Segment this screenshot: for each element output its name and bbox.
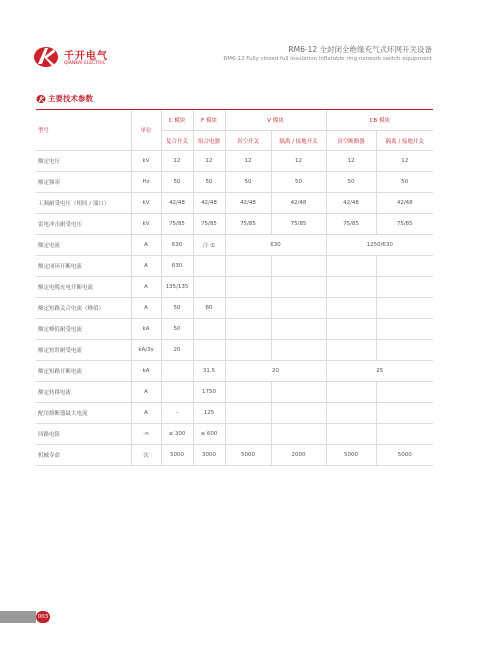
cell-f: ≤ 600 bbox=[193, 424, 225, 445]
cell-v2 bbox=[271, 340, 326, 361]
cell-f: 12 bbox=[193, 151, 225, 172]
cell-v1: 630 bbox=[225, 235, 326, 256]
subheader-cb1: 真空断路器 bbox=[326, 131, 376, 151]
cell-f: 注 ① bbox=[193, 235, 225, 256]
cell-cb1 bbox=[326, 256, 376, 277]
cell-v1 bbox=[225, 256, 271, 277]
brand-logo bbox=[32, 44, 122, 72]
cell-v2: 42/48 bbox=[271, 193, 326, 214]
cell-f: 1750 bbox=[193, 382, 225, 403]
cell-f bbox=[193, 256, 225, 277]
table-row bbox=[36, 151, 433, 172]
cell-c: - bbox=[161, 403, 193, 424]
cell-c bbox=[161, 382, 193, 403]
subheader-c: 复合开关 bbox=[161, 131, 193, 151]
cell-v1 bbox=[225, 298, 271, 319]
section-bullet-icon bbox=[36, 94, 46, 104]
cell-c: 50 bbox=[161, 298, 193, 319]
table-row bbox=[36, 382, 433, 403]
cell-unit: kV bbox=[131, 214, 161, 235]
cell-cb1 bbox=[326, 298, 376, 319]
cell-label: 额定闭环开断电流 bbox=[36, 256, 131, 277]
table-row bbox=[36, 214, 433, 235]
tech-params-table bbox=[36, 110, 433, 466]
brand-name-en: QIANKAI ELECTRIC bbox=[64, 61, 106, 66]
cell-cb1 bbox=[326, 277, 376, 298]
cell-cb2: 42/48 bbox=[376, 193, 433, 214]
cell-v1 bbox=[225, 340, 271, 361]
cell-v2: 12 bbox=[271, 151, 326, 172]
cell-cb1: 42/48 bbox=[326, 193, 376, 214]
cell-cb2 bbox=[376, 256, 433, 277]
cell-f bbox=[193, 319, 225, 340]
cell-unit: kA/3s bbox=[131, 340, 161, 361]
cell-unit: kA bbox=[131, 319, 161, 340]
subheader-v2: 隔离 / 接地开关 bbox=[271, 131, 326, 151]
cell-label: 额定短时耐受电流 bbox=[36, 340, 131, 361]
table-row bbox=[36, 403, 433, 424]
cell-v1: 50 bbox=[225, 172, 271, 193]
page-header-title-cn: RM6-12 全封闭全绝缘充气式环网开关设备 bbox=[288, 45, 432, 54]
cell-c: 135/135 bbox=[161, 277, 193, 298]
cell-f bbox=[193, 340, 225, 361]
table-row bbox=[36, 340, 433, 361]
cell-cb1 bbox=[326, 382, 376, 403]
cell-v1 bbox=[225, 403, 271, 424]
cell-cb1 bbox=[326, 319, 376, 340]
header-model: 型号 bbox=[36, 110, 131, 151]
cell-c: 50 bbox=[161, 172, 193, 193]
cell-label: 雷电冲击耐受电压 bbox=[36, 214, 131, 235]
table-row bbox=[36, 235, 433, 256]
cell-label: 额定短路关合电流（峰值） bbox=[36, 298, 131, 319]
cell-v2: 50 bbox=[271, 172, 326, 193]
subheader-v1: 真空开关 bbox=[225, 131, 271, 151]
cell-c bbox=[161, 361, 193, 382]
cell-cb1 bbox=[326, 403, 376, 424]
cell-c: ≤ 300 bbox=[161, 424, 193, 445]
cell-cb2 bbox=[376, 319, 433, 340]
cell-cb2 bbox=[376, 382, 433, 403]
cell-unit: kA bbox=[131, 361, 161, 382]
cell-cb1: 75/85 bbox=[326, 214, 376, 235]
cell-f bbox=[193, 277, 225, 298]
cell-v1 bbox=[225, 424, 271, 445]
cell-unit: kV bbox=[131, 193, 161, 214]
cell-v2 bbox=[271, 403, 326, 424]
cell-f: 31.5 bbox=[193, 361, 225, 382]
brand-logo-mark bbox=[32, 44, 60, 70]
cell-label: 额定峰值耐受电流 bbox=[36, 319, 131, 340]
cell-unit: A bbox=[131, 277, 161, 298]
cell-v2 bbox=[271, 424, 326, 445]
cell-cb1: 12 bbox=[326, 151, 376, 172]
section-title: 主要技术参数 bbox=[48, 94, 93, 103]
cell-c: 50 bbox=[161, 319, 193, 340]
cell-v1: 42/48 bbox=[225, 193, 271, 214]
brand-name-cn: 千开电气 bbox=[64, 51, 108, 62]
cell-c: 12 bbox=[161, 151, 193, 172]
cell-label: 额定转移电流 bbox=[36, 382, 131, 403]
table-row bbox=[36, 424, 433, 445]
cell-c: 42/48 bbox=[161, 193, 193, 214]
cell-unit: kV bbox=[131, 151, 161, 172]
cell-f: 42/48 bbox=[193, 193, 225, 214]
cell-c: 5000 bbox=[161, 445, 193, 466]
cell-cb2 bbox=[376, 424, 433, 445]
table-row bbox=[36, 193, 433, 214]
cell-f: 80 bbox=[193, 298, 225, 319]
cell-c: 20 bbox=[161, 340, 193, 361]
cell-v2 bbox=[271, 298, 326, 319]
cell-cb1 bbox=[326, 424, 376, 445]
cell-cb1: 5000 bbox=[326, 445, 376, 466]
subheader-cb2: 隔离 / 接地开关 bbox=[376, 131, 433, 151]
cell-unit: -n bbox=[131, 424, 161, 445]
cell-v2 bbox=[271, 277, 326, 298]
table-row bbox=[36, 361, 433, 382]
cell-v2 bbox=[271, 319, 326, 340]
header-unit: 单位 bbox=[131, 110, 161, 151]
cell-f: 125 bbox=[193, 403, 225, 424]
cell-label: 额定电流 bbox=[36, 235, 131, 256]
cell-v1 bbox=[225, 382, 271, 403]
cell-label: 额定频率 bbox=[36, 172, 131, 193]
table-row bbox=[36, 277, 433, 298]
cell-cb2: 50 bbox=[376, 172, 433, 193]
table-row bbox=[36, 445, 433, 466]
cell-v2 bbox=[271, 382, 326, 403]
cell-v1 bbox=[225, 277, 271, 298]
cell-cb1: 1250/630 bbox=[326, 235, 433, 256]
cell-label: 工频耐受电压（相间 / 端口） bbox=[36, 193, 131, 214]
table-row bbox=[36, 319, 433, 340]
table-row bbox=[36, 298, 433, 319]
cell-cb2 bbox=[376, 277, 433, 298]
cell-v1: 75/85 bbox=[225, 214, 271, 235]
cell-cb2 bbox=[376, 340, 433, 361]
page-number: 003 bbox=[36, 611, 50, 623]
cell-cb1 bbox=[326, 340, 376, 361]
cell-unit: A bbox=[131, 382, 161, 403]
cell-c: 75/85 bbox=[161, 214, 193, 235]
table-row bbox=[36, 256, 433, 277]
cell-cb1: 25 bbox=[326, 361, 433, 382]
cell-unit: A bbox=[131, 298, 161, 319]
cell-cb2: 12 bbox=[376, 151, 433, 172]
group-v: V 模块 bbox=[225, 110, 326, 131]
cell-cb2 bbox=[376, 298, 433, 319]
cell-c: 630 bbox=[161, 256, 193, 277]
footer-bar bbox=[0, 611, 36, 623]
cell-unit: 次 bbox=[131, 445, 161, 466]
cell-label: 机械寿命 bbox=[36, 445, 131, 466]
cell-f: 50 bbox=[193, 172, 225, 193]
cell-v1 bbox=[225, 319, 271, 340]
cell-v1: 5000 bbox=[225, 445, 271, 466]
cell-label: 额定电压 bbox=[36, 151, 131, 172]
subheader-f: 组合电器 bbox=[193, 131, 225, 151]
cell-v1: 12 bbox=[225, 151, 271, 172]
group-f: F 模块 bbox=[193, 110, 225, 131]
cell-label: 回路电阻 bbox=[36, 424, 131, 445]
cell-cb2 bbox=[376, 403, 433, 424]
cell-label: 额定短路开断电流 bbox=[36, 361, 131, 382]
cell-v2: 75/85 bbox=[271, 214, 326, 235]
cell-cb2: 75/85 bbox=[376, 214, 433, 235]
cell-v1: 20 bbox=[225, 361, 326, 382]
cell-cb2: 5000 bbox=[376, 445, 433, 466]
group-c: C 模块 bbox=[161, 110, 193, 131]
cell-f: 75/85 bbox=[193, 214, 225, 235]
page-header-title-en: RM6-12 Fully closed full insulation inflatable ring network switch equipment bbox=[223, 56, 432, 62]
table-row bbox=[36, 172, 433, 193]
cell-unit: A bbox=[131, 403, 161, 424]
cell-v2 bbox=[271, 256, 326, 277]
cell-cb1: 50 bbox=[326, 172, 376, 193]
cell-unit: A bbox=[131, 256, 161, 277]
group-cb: CB 模块 bbox=[326, 110, 433, 131]
cell-c: 630 bbox=[161, 235, 193, 256]
cell-unit: A bbox=[131, 235, 161, 256]
cell-label: 配用熔断器最大电流 bbox=[36, 403, 131, 424]
cell-unit: Hz bbox=[131, 172, 161, 193]
cell-f: 3000 bbox=[193, 445, 225, 466]
table-header-row bbox=[36, 110, 433, 131]
cell-v2: 2000 bbox=[271, 445, 326, 466]
cell-label: 额定电缆充电开断电流 bbox=[36, 277, 131, 298]
